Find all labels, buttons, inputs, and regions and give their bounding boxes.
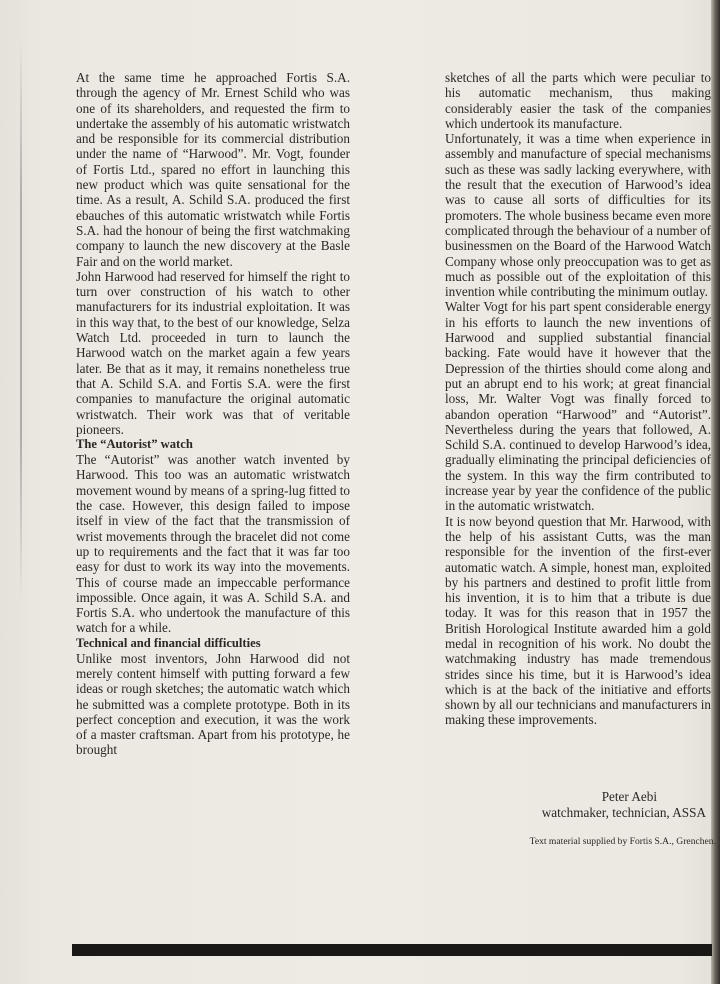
paragraph-autorist: The “Autorist” was another watch invented by Harwood. This too was an automatic wristwatch movement wound by means of a spring-lug fitted to the case. However, this design failed to impose itself in view of the fact that the transmission of wrist movements through the bracelet did not come up to requirements and the fact that it was far too easy for dust to work its way into the movements. This of course made an impeccable performance impossible. Once again, it was A. Schild S.A. and Fortis S.A. who undertook the manufacture of this watch for a while. (76, 452, 350, 636)
paragraph-walter-vogt: Walter Vogt for his part spent considerable energy in his efforts to launch the new inventions of Harwood and supplied substantial financial backing. Fate would have it however that the Depression of the thirties should come along and put an abrupt end to his work; at great financial loss, Mr. Walter Vogt was finally forced to abandon operation “Harwood” and “Autorist”. Nevertheless during the years that followed, A. Schild S.A. continued to develop Harwood’s idea, gradually eliminating the principal deficiencies of the system. In this way the firm contributed to increase year by year the confidence of the public in the automatic wristwatch. (445, 299, 711, 514)
author-title: watchmaker, technician, ASSA (541, 804, 706, 820)
paragraph-harwood-tribute: It is now beyond question that Mr. Harwood, with the help of his assistant Cutts, was the man responsible for the invention of the first-ever automatic watch. A simple, honest man, exploited by his partners and destined to profit little from his invention, it is to him that a tribute is due today. It was for this reason that in 1957 the British Horological Institute awarded him a gold medal in recognition of his work. No doubt the watchmaking industry has made tremendous strides since his time, but it is Harwood’s idea which is at the back of the initiative and efforts shown by all our technicians and manufacturers in making these improvements. (445, 513, 711, 728)
paragraph-sketches: sketches of all the parts which were peculiar to his automatic mechanism, thus making considerably easier the task of the companies which undertook its manufacture. (445, 70, 711, 131)
author-name: Peter Aebi (601, 789, 657, 804)
paragraph-unfortunately: Unfortunately, it was a time when experience in assembly and manufacture of special mechanisms such as these was sadly lacking everywhere, with the result that the execution of Harwood’s idea was to cause all sorts of difficulties for its promoters. The whole business became even more complicated through the behaviour of a number of businessmen on the Board of the Harwood Watch Company whose only preoccupation was to get as much as possible out of the exploitation of this invention while contributing the minimum outlay. (445, 131, 711, 300)
source-credit: Text material supplied by Fortis S.A., Grenchen. (529, 836, 716, 847)
left-text-column (76, 70, 350, 758)
paragraph-schild-fortis: At the same time he approached Fortis S.A. through the agency of Mr. Ernest Schild who was one of its shareholders, and requested the firm to undertake the assembly of his automatic wristwatch and be responsible for its commercial distribution under the name of “Harwood”. Mr. Vogt, founder of Fortis Ltd., spared no effort in launching this new product which was quite sensational for the time. As a result, A. Schild S.A. produced the first ebauches of this automatic wristwatch while Fortis S.A. had the honour of being the first watchmaking company to launch the new discovery at the Basle Fair and on the world market. (76, 70, 350, 269)
paragraph-selza-pioneers: John Harwood had reserved for himself the right to turn over construction of his watch to other manufacturers for its industrial exploitation. It was in this way that, to the best of our knowledge, Selza Watch Ltd. proceeded in turn to launch the Harwood watch on the market again a few years later. Be that as it may, it remains nonetheless true that A. Schild S.A. and Fortis S.A. were the first companies to manufacture the original automatic wristwatch. Their work was that of veritable pioneers. (76, 268, 350, 437)
heading-autorist-watch: The “Autorist” watch (76, 437, 193, 452)
footer-rule (72, 944, 712, 956)
author-signature (520, 789, 706, 820)
page-fold-shadow (20, 40, 22, 600)
heading-technical-difficulties: Technical and financial difficulties (76, 635, 261, 650)
paragraph-technical: Unlike most inventors, John Harwood did not merely content himself with putting forward a few ideas or rough sketches; the automatic watch which he submitted was a complete prototype. Both in its perfect conception and execution, it was the work of a master craftsman. Apart from his prototype, he brought (76, 650, 350, 758)
right-text-column (445, 70, 711, 728)
